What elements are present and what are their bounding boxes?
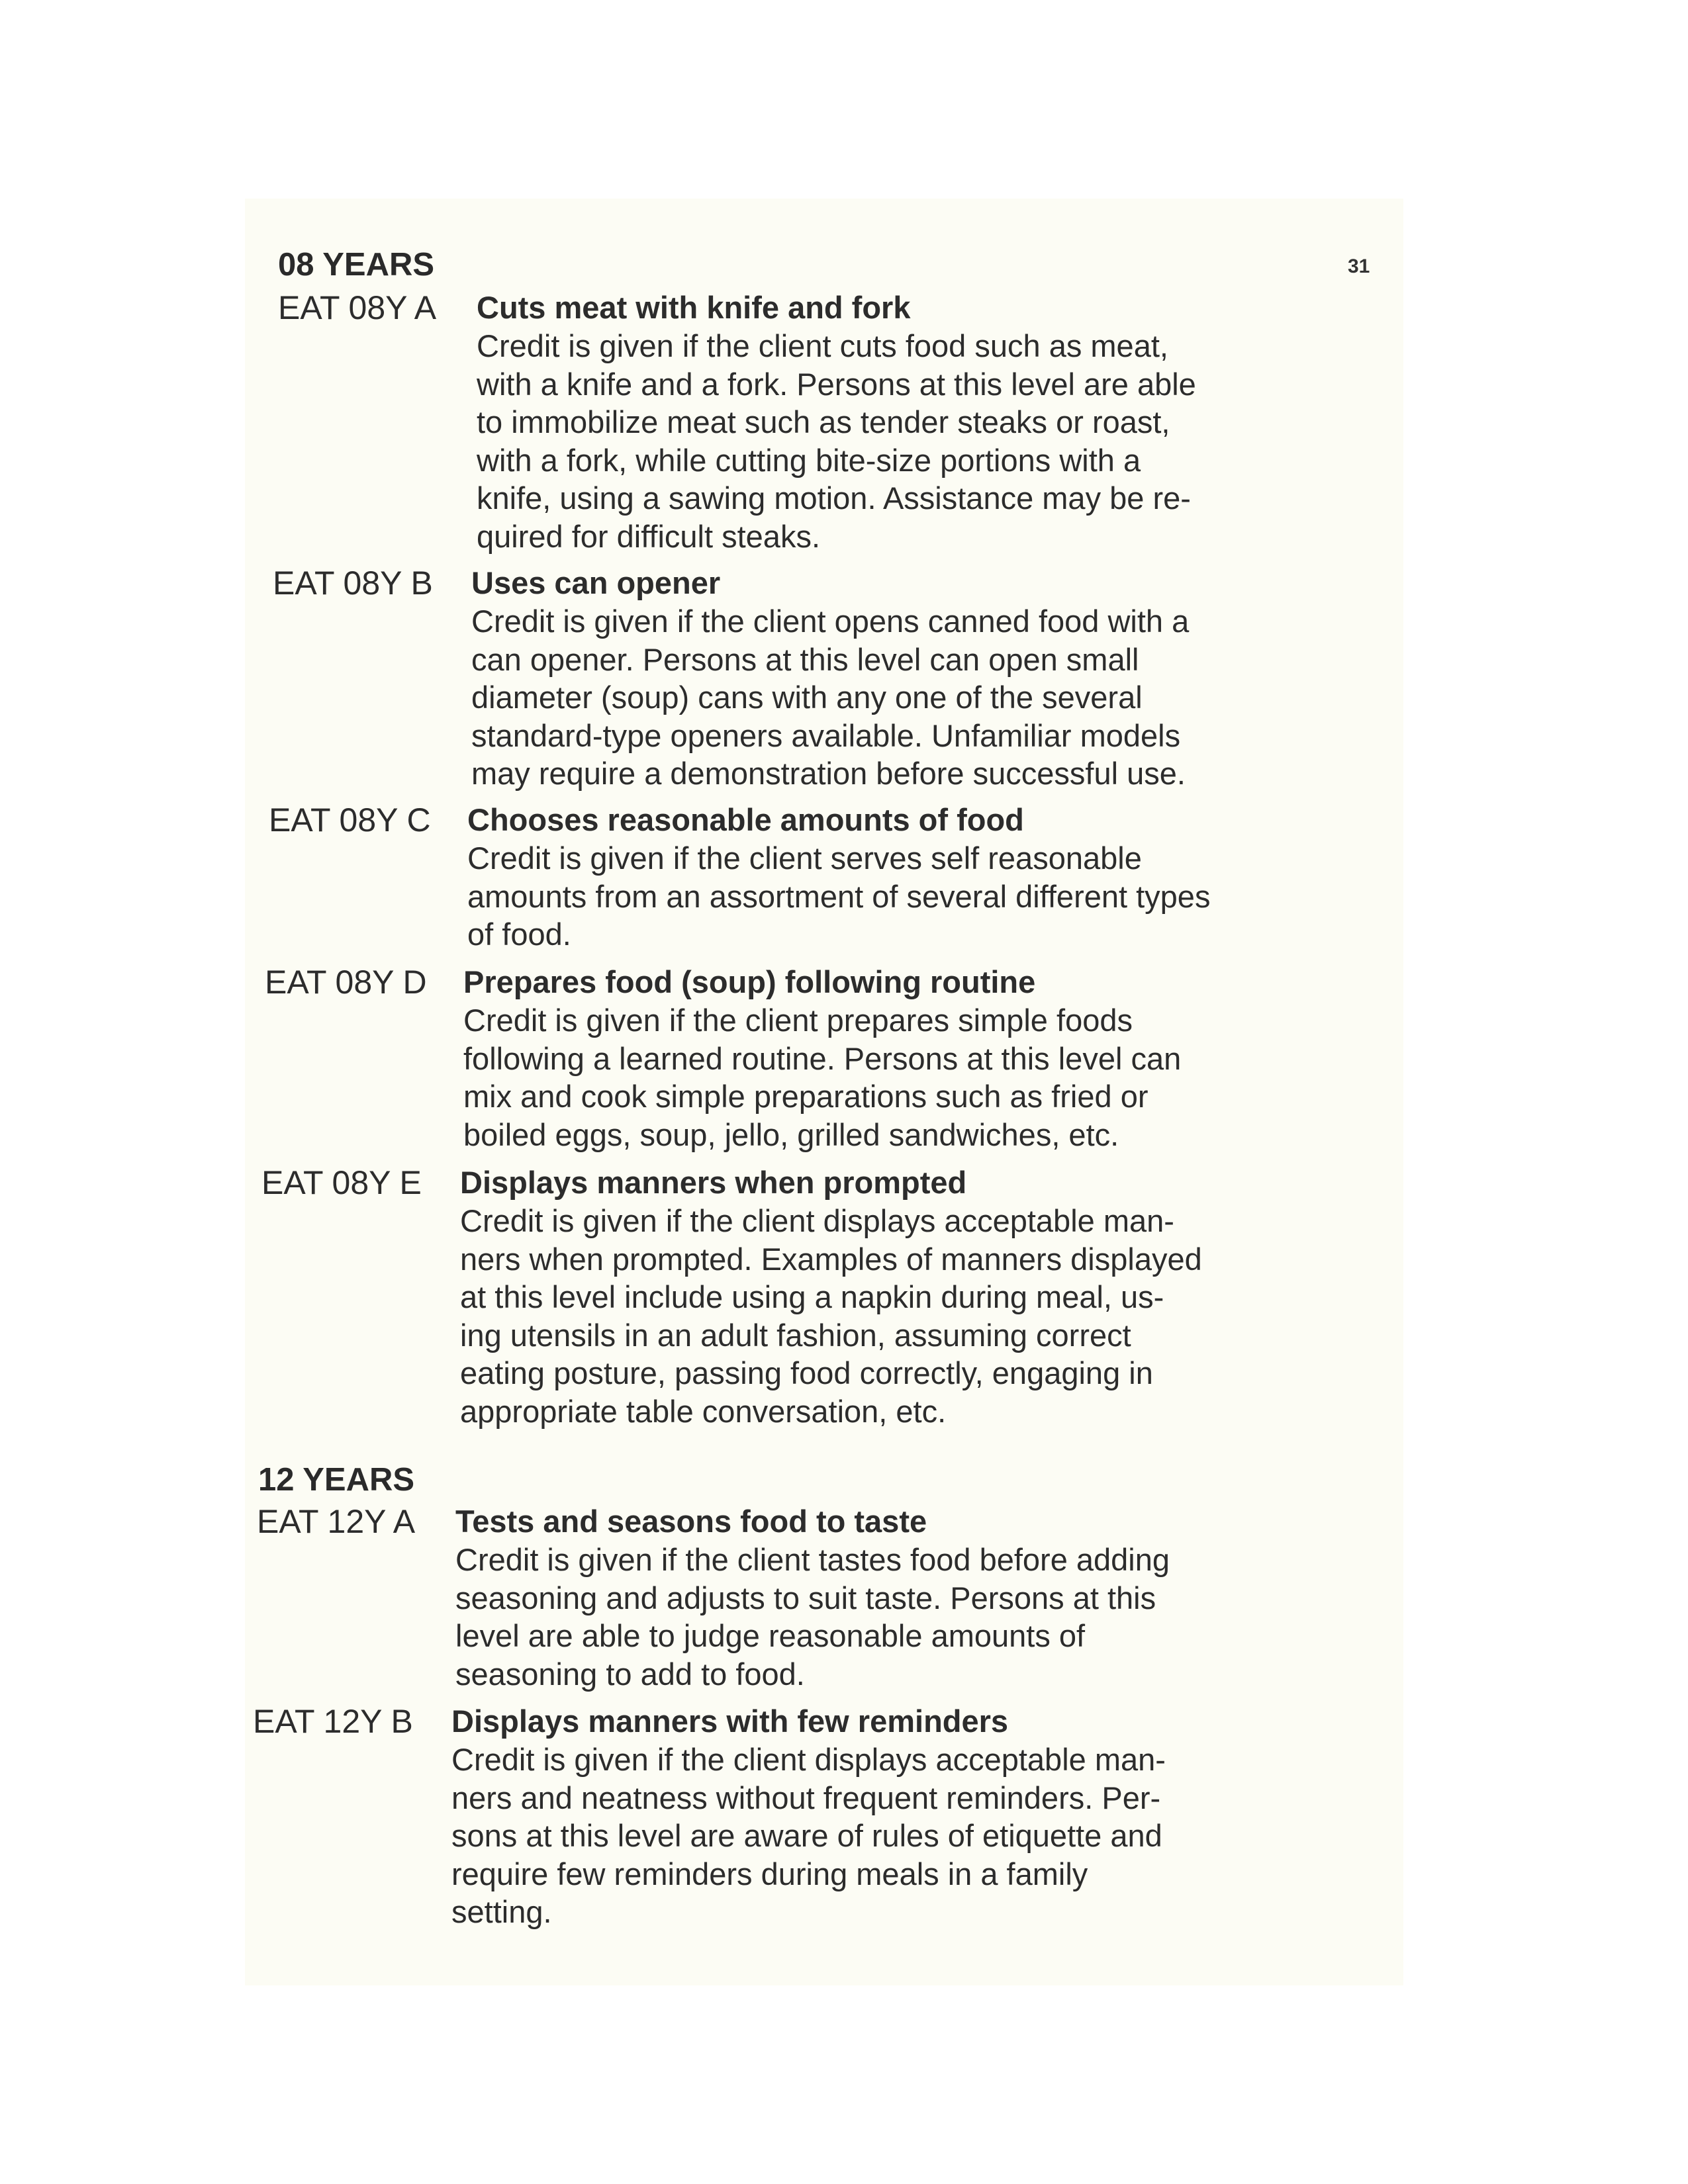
description-line: may require a demonstration before successful use. bbox=[471, 756, 1186, 791]
item-body bbox=[451, 1702, 1312, 1931]
item-body bbox=[455, 1502, 1316, 1693]
description-line: with a fork, while cutting bite-size portions with a bbox=[477, 442, 1141, 478]
item-title: Uses can opener bbox=[471, 565, 721, 600]
description-line: Credit is given if the client opens canned food with a bbox=[471, 604, 1190, 639]
item-code: EAT 08Y B bbox=[273, 565, 433, 602]
description-line: eating posture, passing food correctly, engaging in bbox=[460, 1355, 1153, 1390]
item-code: EAT 08Y D bbox=[265, 964, 427, 1001]
description-line: standard-type openers available. Unfamiliar models bbox=[471, 717, 1181, 753]
description-line: at this level include using a napkin during meal, us- bbox=[460, 1279, 1164, 1314]
description-line: seasoning to add to food. bbox=[455, 1656, 805, 1692]
description-line: of food. bbox=[467, 917, 571, 952]
description-line: Credit is given if the client displays acceptable man- bbox=[451, 1742, 1166, 1777]
description-line: can opener. Persons at this level can open small bbox=[471, 641, 1139, 677]
description-line: Credit is given if the client tastes food before adding bbox=[455, 1542, 1170, 1577]
item-title: Displays manners when prompted bbox=[460, 1165, 967, 1200]
item-title: Prepares food (soup) following routine bbox=[463, 964, 1036, 999]
description-line: Credit is given if the client prepares simple foods bbox=[463, 1003, 1133, 1038]
item-code: EAT 08Y E bbox=[261, 1164, 422, 1201]
description-line: Credit is given if the client displays acceptable man- bbox=[460, 1203, 1174, 1238]
item-description bbox=[451, 1741, 1312, 1931]
description-line: ners and neatness without frequent reminders. Per- bbox=[451, 1780, 1161, 1815]
description-line: to immobilize meat such as tender steaks or roast, bbox=[477, 404, 1170, 439]
item-description bbox=[477, 327, 1337, 555]
item-code: EAT 12Y A bbox=[257, 1503, 416, 1540]
item-body bbox=[467, 801, 1328, 954]
description-line: ing utensils in an adult fashion, assuming correct bbox=[460, 1317, 1131, 1353]
item-title: Cuts meat with knife and fork bbox=[477, 290, 911, 325]
description-line: seasoning and adjusts to suit taste. Persons at this bbox=[455, 1580, 1156, 1615]
description-line: knife, using a sawing motion. Assistance may be re- bbox=[477, 480, 1191, 516]
item-title: Tests and seasons food to taste bbox=[455, 1504, 927, 1539]
item-description bbox=[467, 839, 1328, 954]
item-description bbox=[460, 1202, 1321, 1430]
item-code: EAT 08Y C bbox=[269, 801, 431, 839]
item-code: EAT 12Y B bbox=[253, 1703, 413, 1740]
item-body bbox=[477, 289, 1337, 555]
description-line: boiled eggs, soup, jello, grilled sandwiches, etc. bbox=[463, 1116, 1119, 1152]
item-description bbox=[471, 602, 1332, 793]
description-line: quired for difficult steaks. bbox=[477, 518, 820, 554]
description-line: sons at this level are aware of rules of etiquette and bbox=[451, 1818, 1162, 1853]
description-line: appropriate table conversation, etc. bbox=[460, 1393, 947, 1429]
section-header-08-years: 08 YEARS bbox=[278, 247, 435, 283]
item-body bbox=[460, 1163, 1321, 1430]
description-line: Credit is given if the client serves self reasonable bbox=[467, 841, 1142, 876]
description-line: level are able to judge reasonable amounts of bbox=[455, 1618, 1086, 1653]
item-body bbox=[463, 963, 1324, 1154]
item-body bbox=[471, 564, 1332, 793]
description-line: diameter (soup) cans with any one of the several bbox=[471, 680, 1143, 715]
description-line: Credit is given if the client cuts food such as meat, bbox=[477, 328, 1168, 363]
description-line: amounts from an assortment of several different types bbox=[467, 878, 1211, 914]
item-code: EAT 08Y A bbox=[278, 289, 437, 326]
item-description bbox=[455, 1541, 1316, 1693]
item-title: Chooses reasonable amounts of food bbox=[467, 802, 1024, 837]
item-description bbox=[463, 1001, 1324, 1154]
description-line: ners when prompted. Examples of manners displayed bbox=[460, 1241, 1202, 1277]
description-line: with a knife and a fork. Persons at this level are able bbox=[477, 366, 1196, 402]
description-line: mix and cook simple preparations such as fried or bbox=[463, 1079, 1149, 1114]
description-line: following a learned routine. Persons at this level can bbox=[463, 1040, 1182, 1076]
page-number: 31 bbox=[1348, 255, 1370, 277]
section-header-12-years: 12 YEARS bbox=[258, 1462, 415, 1498]
item-title: Displays manners with few reminders bbox=[451, 1704, 1009, 1739]
description-line: require few reminders during meals in a family bbox=[451, 1856, 1088, 1891]
description-line: setting. bbox=[451, 1894, 552, 1929]
